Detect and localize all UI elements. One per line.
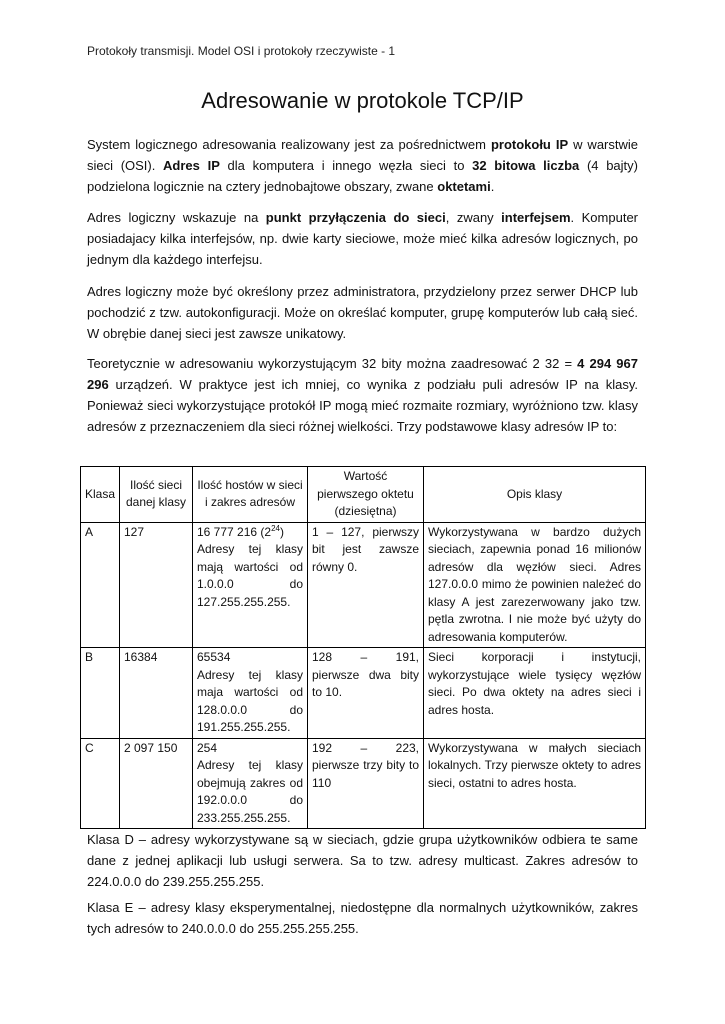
cell-oktet: 1 – 127, pierwszy bit jest zawsze równy 0.: [308, 522, 424, 648]
table-row: [81, 522, 646, 648]
table-row: [81, 738, 646, 829]
cell-hosty: 254 Adresy tej klasy obejmują zakres od 192.0.0.0 do 233.255.255.255.: [193, 738, 308, 829]
cell-klasa: C: [81, 738, 120, 829]
cell-klasa: A: [81, 522, 120, 648]
cell-sieci: 2 097 150: [120, 738, 193, 829]
paragraph-class-e: Klasa E – adresy klasy eksperymentalnej, niedostępne dla normalnych użytkowników, zakres tych adresów to 240.0.0.0 do 255.255.255.255.: [87, 900, 638, 936]
cell-opis: Sieci korporacji i instytucji, wykorzystujące wiele tysięcy węzłów sieci. Po dwa oktety na adres sieci i adres hosta.: [424, 648, 646, 739]
cell-hosty: 65534 Adresy tej klasy maja wartości od 128.0.0.0 do 191.255.255.255.: [193, 648, 308, 739]
paragraph-address-classes: Teoretycznie w adresowaniu wykorzystującym 32 bity można zaadresować 2 32 = 4 294 967 296 urządzeń. W praktyce jest ich mniej, co wynika z podziału puli adresów IP na klasy. Ponieważ sieci wykorzystujące protokół IP mogą mieć rozmaite rozmiary, wyróżniono tzw. klasy adresów z przeznaczeniem dla sieci różnej wielkości. Trzy podstawowe klasy adresów IP to:: [87, 356, 638, 434]
running-header: Protokoły transmisji. Model OSI i protokoły rzeczywiste - 1: [87, 44, 396, 58]
ip-classes-table: [80, 466, 646, 829]
table-row: [81, 648, 646, 739]
cell-sieci: 16384: [120, 648, 193, 739]
cell-oktet: 128 – 191, pierwsze dwa bity to 10.: [308, 648, 424, 739]
header-ilosc-hostow: Ilość hostów w sieci i zakres adresów: [193, 467, 308, 523]
cell-opis: Wykorzystywana w bardzo dużych sieciach, zapewnia ponad 16 milionów adresów dla węzłów sieci. Adres 127.0.0.0 mimo że powinien należeć do klasy A jest zarezerwowany jako tzw. pętla zwrotna. I nie może być użyty do adresowania komputerów.: [424, 522, 646, 648]
cell-oktet: 192 – 223, pierwsze trzy bity to 110: [308, 738, 424, 829]
table-header-row: [81, 467, 646, 523]
paragraph-ip-addressing: System logicznego adresowania realizowany jest za pośrednictwem protokołu IP w warstwie sieci (OSI). Adres IP dla komputera i innego węzła sieci to 32 bitowa liczba (4 bajty) podzielona logicznie na cztery jednobajtowe obszary, zwane oktetami.: [87, 137, 638, 194]
paragraph-interface: Adres logiczny wskazuje na punkt przyłączenia do sieci, zwany interfejsem. Komputer posiadajacy kilka interfejsów, np. dwie karty sieciowe, może mieć kilka adresów logicznych, po jednym dla każdego interfejsu.: [87, 210, 639, 267]
paragraph-class-d: Klasa D – adresy wykorzystywane są w sieciach, gdzie grupa użytkowników odbiera te same dane z jednej aplikacji lub usługi serwera. Sa to tzw. adresy multicast. Zakres adresów to 224.0.0.0 do 239.255.255.255.: [87, 832, 638, 889]
header-klasa: Klasa: [81, 467, 120, 523]
header-opis-klasy: Opis klasy: [424, 467, 646, 523]
cell-sieci: 127: [120, 522, 193, 648]
cell-klasa: B: [81, 648, 120, 739]
page-title: Adresowanie w protokole TCP/IP: [201, 88, 524, 113]
paragraph-address-assignment: Adres logiczny może być określony przez administratora, przydzielony przez serwer DHCP lub pochodzić z tzw. autokonfiguracji. Może on określać komputer, grupę komputerów lub całą sieć. W obrębie danej sieci jest zawsze unikatowy.: [87, 284, 638, 341]
header-ilosc-sieci: Ilość sieci danej klasy: [120, 467, 193, 523]
cell-hosty: 16 777 216 $(2^{24})$ Adresy tej klasy mają wartości od 1.0.0.0 do 127.255.255.255.: [193, 522, 308, 648]
header-wartosc-oktetu: Wartość pierwszego oktetu (dziesiętna): [308, 467, 424, 523]
cell-opis: Wykorzystywana w małych sieciach lokalnych. Trzy pierwsze oktety to adres sieci, ostatni to adres hosta.: [424, 738, 646, 829]
